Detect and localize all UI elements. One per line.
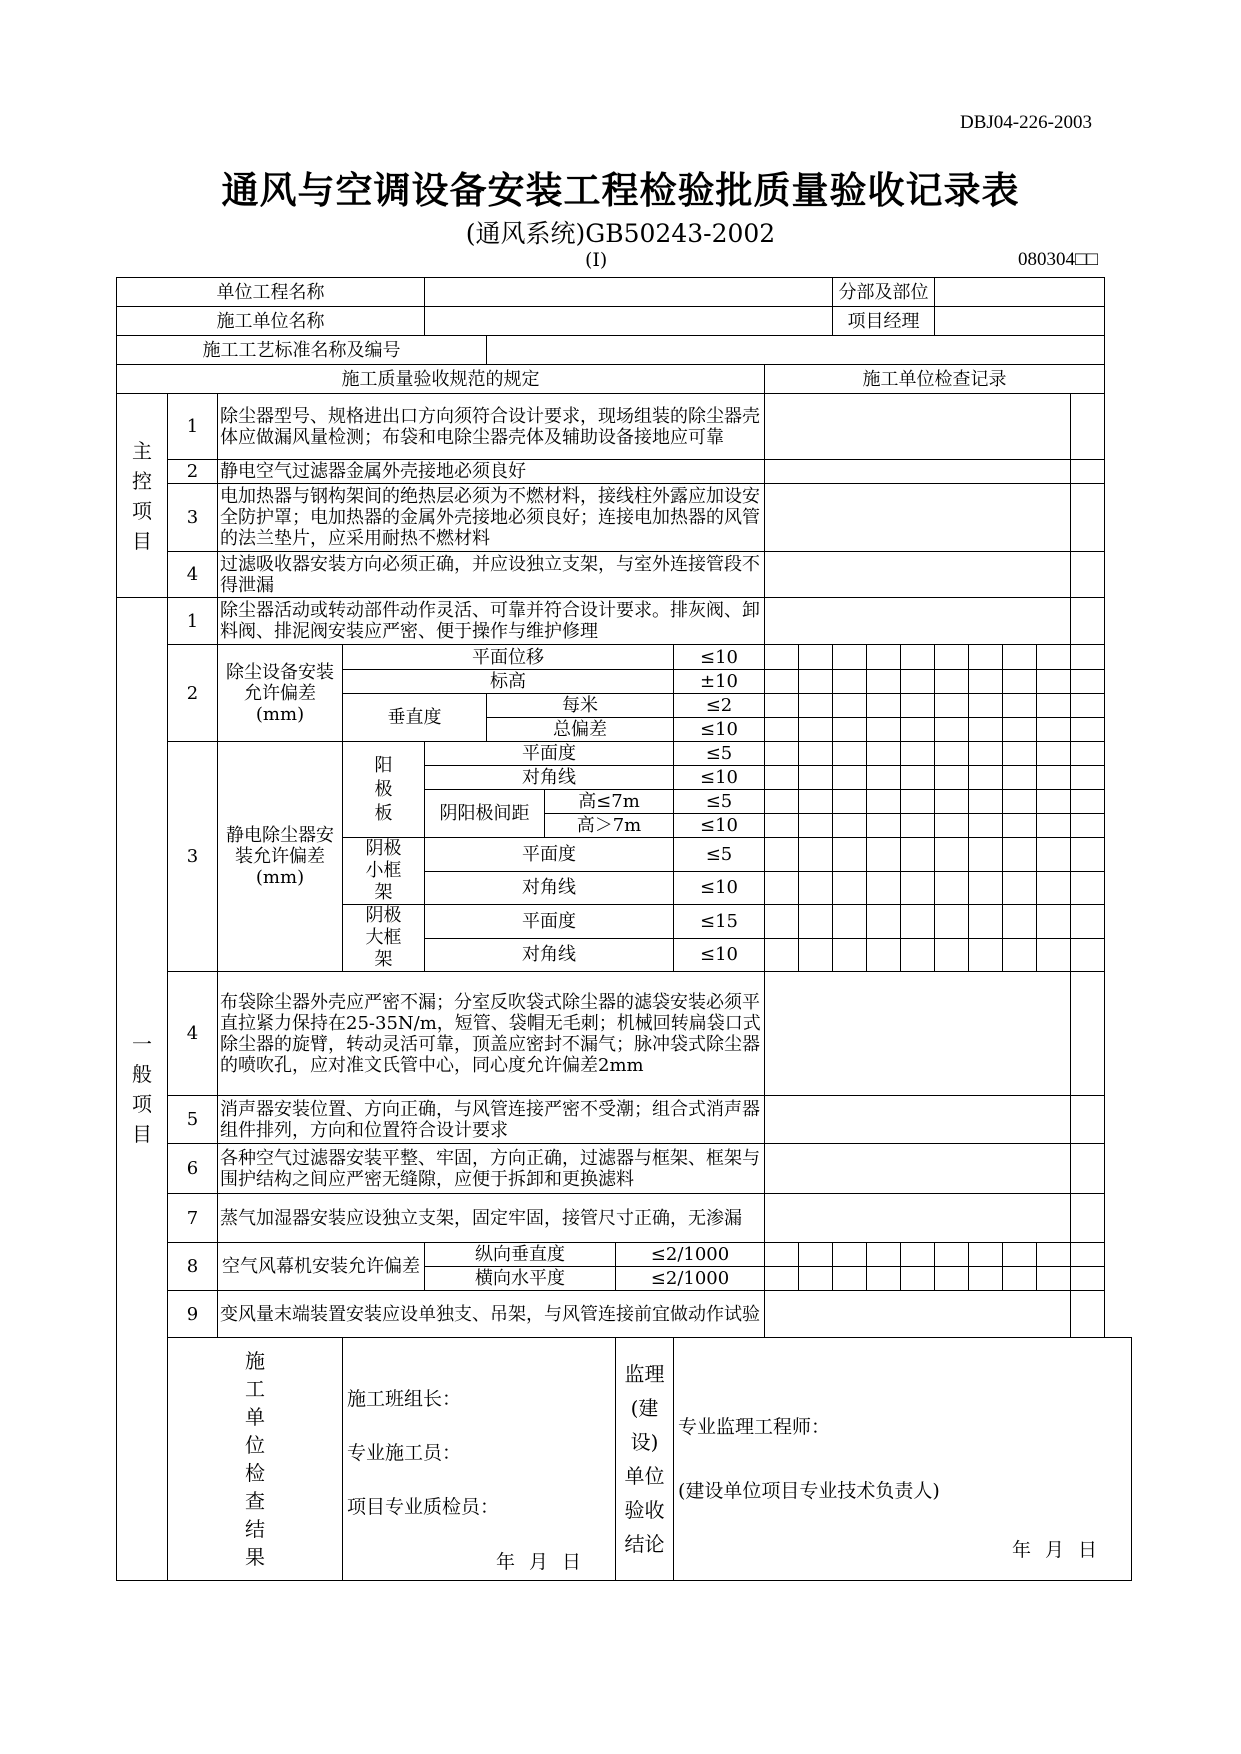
air-curtain-tolerance-label: 空气风幕机安装允许偏差 <box>218 1243 425 1291</box>
main-item-result[interactable] <box>1071 484 1105 552</box>
general-item-record[interactable] <box>765 972 1071 1096</box>
check-item-name: 平面度 <box>425 838 674 872</box>
cathode-small-frame-label: 阴极小框架 <box>343 838 425 905</box>
measure-cell[interactable] <box>765 838 799 872</box>
measure-cell[interactable] <box>1037 814 1071 838</box>
measure-cell[interactable] <box>969 766 1003 790</box>
owner-technical-lead-label: (建设单位项目专业技术负责人) <box>678 1480 940 1502</box>
measure-cell[interactable] <box>935 670 969 694</box>
measure-cell[interactable] <box>833 938 867 972</box>
supervision-signatures <box>674 1338 1132 1581</box>
measure-cell[interactable] <box>1037 670 1071 694</box>
measure-cell[interactable] <box>1003 905 1037 939</box>
measure-cell[interactable] <box>1037 718 1071 742</box>
tolerance-value: ≤2/1000 <box>616 1267 765 1291</box>
measure-cell[interactable] <box>765 1267 799 1291</box>
foreman-label: 施工班组长： <box>347 1388 462 1410</box>
measure-cell[interactable] <box>1071 742 1105 766</box>
check-item-name: 每米 <box>487 694 674 718</box>
measure-cell[interactable] <box>1071 905 1105 939</box>
measure-cell[interactable] <box>901 905 935 939</box>
measure-cell[interactable] <box>765 694 799 718</box>
general-item-record[interactable] <box>765 1291 1071 1338</box>
general-item-no: 4 <box>168 972 218 1096</box>
supervision-conclusion-label <box>616 1338 674 1581</box>
measure-cell[interactable] <box>833 718 867 742</box>
measure-cell[interactable] <box>799 694 833 718</box>
measure-cell[interactable] <box>969 814 1003 838</box>
supervision-label-line: 监理 <box>624 1362 665 1386</box>
supervision-label-line: 验收 <box>624 1498 665 1522</box>
general-item-text: 除尘器活动或转动部件动作灵活、可靠并符合设计要求。排灰阀、卸料阀、排泥阀安装应严密、便于操作与维护修理 <box>218 598 765 645</box>
anode-plate-label: 阳极板 <box>343 742 425 838</box>
check-item-name: 对角线 <box>425 938 674 972</box>
measure-cell[interactable] <box>1037 790 1071 814</box>
project-manager-label: 项目经理 <box>833 307 935 336</box>
check-item-name: 标高 <box>343 670 674 694</box>
document-code: DBJ04-226-2003 <box>960 112 1092 133</box>
general-item-record[interactable] <box>765 1194 1071 1243</box>
measure-cell[interactable] <box>833 814 867 838</box>
general-item-text: 变风量末端装置安装应设单独支、吊架，与风管连接前宜做动作试验 <box>218 1291 765 1338</box>
check-item-name: 高≤7m <box>545 790 674 814</box>
measure-cell[interactable] <box>799 670 833 694</box>
measure-cell[interactable] <box>1071 645 1105 670</box>
tolerance-value: ≤2/1000 <box>616 1243 765 1267</box>
tolerance-value: ≤5 <box>674 838 765 872</box>
tolerance-value: ≤5 <box>674 790 765 814</box>
measure-cell[interactable] <box>799 1243 833 1267</box>
tolerance-value: ≤10 <box>674 871 765 905</box>
main-item-result[interactable] <box>1071 460 1105 484</box>
measure-cell[interactable] <box>867 871 901 905</box>
measure-cell[interactable] <box>799 905 833 939</box>
general-item-text: 布袋除尘器外壳应严密不漏；分室反吹袋式除尘器的滤袋安装必须平直拉紧力保持在25-35N/m，短管、袋帽无毛刺；机械回转扁袋口式除尘器的旋臂，转动灵活可靠，顶盖应密封不漏气；脉冲袋式除尘器的喷吹孔，应对准文氏管中心，同心度允许偏差2mm <box>218 972 765 1096</box>
measure-cell[interactable] <box>765 670 799 694</box>
measure-cell[interactable] <box>1071 814 1105 838</box>
measure-cell[interactable] <box>799 838 833 872</box>
measure-cell[interactable] <box>765 790 799 814</box>
cathode-large-frame-label: 阴极大框架 <box>343 905 425 972</box>
measure-cell[interactable] <box>901 718 935 742</box>
tolerance-value: ≤10 <box>674 938 765 972</box>
measure-cell[interactable] <box>901 814 935 838</box>
check-item-name: 横向水平度 <box>425 1267 616 1291</box>
measure-cell[interactable] <box>867 790 901 814</box>
measure-cell[interactable] <box>901 645 935 670</box>
measure-cell[interactable] <box>969 670 1003 694</box>
measure-cell[interactable] <box>833 645 867 670</box>
general-item-no: 1 <box>168 598 218 645</box>
measure-cell[interactable] <box>833 905 867 939</box>
measure-cell[interactable] <box>867 670 901 694</box>
measure-cell[interactable] <box>1003 645 1037 670</box>
verticality-label: 垂直度 <box>343 694 487 742</box>
measure-cell[interactable] <box>765 742 799 766</box>
measure-cell[interactable] <box>935 838 969 872</box>
measure-cell[interactable] <box>833 694 867 718</box>
measure-cell[interactable] <box>935 871 969 905</box>
main-item-record[interactable] <box>765 552 1071 598</box>
measure-cell[interactable] <box>901 742 935 766</box>
measure-cell[interactable] <box>969 718 1003 742</box>
measure-cell[interactable] <box>799 790 833 814</box>
check-item-name: 对角线 <box>425 766 674 790</box>
measure-cell[interactable] <box>1003 718 1037 742</box>
measure-cell[interactable] <box>935 694 969 718</box>
tolerance-value: ≤15 <box>674 905 765 939</box>
measure-cell[interactable] <box>765 1243 799 1267</box>
check-item-name: 平面位移 <box>343 645 674 670</box>
measure-cell[interactable] <box>1003 1243 1037 1267</box>
measure-cell[interactable] <box>867 814 901 838</box>
measure-cell[interactable] <box>901 670 935 694</box>
spec-column-header: 施工质量验收规范的规定 <box>117 365 765 394</box>
measure-cell[interactable] <box>969 938 1003 972</box>
measure-cell[interactable] <box>1071 694 1105 718</box>
measure-cell[interactable] <box>969 742 1003 766</box>
measure-cell[interactable] <box>765 938 799 972</box>
general-item-text: 消声器安装位置、方向正确，与风管连接严密不受潮；组合式消声器组件排列，方向和位置符合设计要求 <box>218 1096 765 1144</box>
form-number: 080304□□ <box>1018 249 1098 270</box>
measure-cell[interactable] <box>1003 938 1037 972</box>
inspection-record-table <box>116 277 1132 1581</box>
main-item-text: 过滤吸收器安装方向必须正确，并应设独立支架，与室外连接管段不得泄漏 <box>218 552 765 598</box>
general-item-result[interactable] <box>1071 1144 1105 1194</box>
construction-unit-value[interactable] <box>425 307 833 336</box>
measure-cell[interactable] <box>935 645 969 670</box>
measure-cell[interactable] <box>1037 742 1071 766</box>
quality-inspector-label: 项目专业质检员： <box>347 1496 500 1518</box>
measure-cell[interactable] <box>867 742 901 766</box>
measure-cell[interactable] <box>969 645 1003 670</box>
supervision-label-line: 单位 <box>624 1464 665 1488</box>
general-item-result[interactable] <box>1071 598 1105 645</box>
measure-cell[interactable] <box>867 1243 901 1267</box>
measure-cell[interactable] <box>867 1267 901 1291</box>
general-item-text: 蒸气加湿器安装应设独立支架，固定牢固，接管尺寸正确，无渗漏 <box>218 1194 765 1243</box>
main-item-text: 除尘器型号、规格进出口方向须符合设计要求，现场组装的除尘器壳体应做漏风量检测；布袋和电除尘器壳体及辅助设备接地应可靠 <box>218 394 765 460</box>
measure-cell[interactable] <box>833 838 867 872</box>
measure-cell[interactable] <box>1071 670 1105 694</box>
electrostatic-tolerance-label: 静电除尘器安装允许偏差(mm) <box>218 742 343 972</box>
measure-cell[interactable] <box>935 1243 969 1267</box>
measure-cell[interactable] <box>799 645 833 670</box>
measure-cell[interactable] <box>765 766 799 790</box>
measure-cell[interactable] <box>867 938 901 972</box>
general-item-no: 5 <box>168 1096 218 1144</box>
measure-cell[interactable] <box>1037 766 1071 790</box>
measure-cell[interactable] <box>1037 645 1071 670</box>
measure-cell[interactable] <box>901 790 935 814</box>
main-item-result[interactable] <box>1071 394 1105 460</box>
supervision-date: 年月日 <box>1011 1539 1111 1561</box>
measure-cell[interactable] <box>799 938 833 972</box>
standard-value[interactable] <box>487 336 1105 365</box>
measure-cell[interactable] <box>901 871 935 905</box>
measure-cell[interactable] <box>1071 766 1105 790</box>
measure-cell[interactable] <box>765 645 799 670</box>
check-item-name: 平面度 <box>425 742 674 766</box>
check-item-name: 对角线 <box>425 871 674 905</box>
measure-cell[interactable] <box>867 766 901 790</box>
measure-cell[interactable] <box>867 905 901 939</box>
measure-cell[interactable] <box>1071 1243 1105 1267</box>
dust-removal-tolerance-label: 除尘设备安装允许偏差(mm) <box>218 645 343 742</box>
measure-cell[interactable] <box>1037 694 1071 718</box>
unit-project-value[interactable] <box>425 278 833 307</box>
project-manager-value[interactable] <box>935 307 1105 336</box>
measure-cell[interactable] <box>1071 718 1105 742</box>
measure-cell[interactable] <box>1003 790 1037 814</box>
check-item-name: 高＞7m <box>545 814 674 838</box>
main-item-no: 3 <box>168 484 218 552</box>
measure-cell[interactable] <box>969 790 1003 814</box>
measure-cell[interactable] <box>799 742 833 766</box>
measure-cell[interactable] <box>799 718 833 742</box>
tolerance-value: ≤10 <box>674 645 765 670</box>
general-item-result[interactable] <box>1071 1194 1105 1243</box>
measure-cell[interactable] <box>901 938 935 972</box>
measure-cell[interactable] <box>799 766 833 790</box>
supervision-label-line: 结论 <box>624 1532 665 1556</box>
professional-worker-label: 专业施工员： <box>347 1442 462 1464</box>
measure-cell[interactable] <box>901 1243 935 1267</box>
measure-cell[interactable] <box>799 871 833 905</box>
general-item-record[interactable] <box>765 1096 1071 1144</box>
measure-cell[interactable] <box>935 1267 969 1291</box>
measure-cell[interactable] <box>1071 938 1105 972</box>
measure-cell[interactable] <box>1037 871 1071 905</box>
sub-part-value[interactable] <box>935 278 1105 307</box>
main-item-text: 静电空气过滤器金属外壳接地必须良好 <box>218 460 765 484</box>
measure-cell[interactable] <box>765 871 799 905</box>
measure-cell[interactable] <box>935 742 969 766</box>
main-item-no: 4 <box>168 552 218 598</box>
page-subtitle: (通风系统)GB50243-2002 <box>465 219 776 248</box>
check-item-name: 平面度 <box>425 905 674 939</box>
measure-cell[interactable] <box>1003 871 1037 905</box>
measure-cell[interactable] <box>765 905 799 939</box>
main-item-result[interactable] <box>1071 552 1105 598</box>
measure-cell[interactable] <box>969 838 1003 872</box>
measure-cell[interactable] <box>833 871 867 905</box>
sub-part-label: 分部及部位 <box>833 278 935 307</box>
measure-cell[interactable] <box>1037 838 1071 872</box>
general-group-label: 一般项目 <box>117 598 168 1581</box>
general-item-no: 6 <box>168 1144 218 1194</box>
measure-cell[interactable] <box>935 905 969 939</box>
measure-cell[interactable] <box>867 694 901 718</box>
main-item-record[interactable] <box>765 460 1071 484</box>
general-item-record[interactable] <box>765 598 1071 645</box>
measure-cell[interactable] <box>901 1267 935 1291</box>
tolerance-value: ≤10 <box>674 766 765 790</box>
measure-cell[interactable] <box>901 838 935 872</box>
general-item-result[interactable] <box>1071 1096 1105 1144</box>
measure-cell[interactable] <box>1071 871 1105 905</box>
tolerance-value: ±10 <box>674 670 765 694</box>
measure-cell[interactable] <box>935 766 969 790</box>
measure-cell[interactable] <box>1003 838 1037 872</box>
construction-unit-label: 施工单位名称 <box>117 307 425 336</box>
measure-cell[interactable] <box>935 790 969 814</box>
general-item-no: 2 <box>168 645 218 742</box>
measure-cell[interactable] <box>1003 694 1037 718</box>
measure-cell[interactable] <box>935 814 969 838</box>
page-title: 通风与空调设备安装工程检验批质量验收记录表 <box>221 168 1020 212</box>
measure-cell[interactable] <box>1003 670 1037 694</box>
measure-cell[interactable] <box>969 1267 1003 1291</box>
general-item-result[interactable] <box>1071 1291 1105 1338</box>
measure-cell[interactable] <box>1071 790 1105 814</box>
measure-cell[interactable] <box>1003 742 1037 766</box>
form-part-number: (Ⅰ) <box>585 249 608 271</box>
measure-cell[interactable] <box>1003 814 1037 838</box>
general-item-no: 3 <box>168 742 218 972</box>
main-item-record[interactable] <box>765 394 1071 460</box>
measure-cell[interactable] <box>867 838 901 872</box>
general-item-no: 8 <box>168 1243 218 1291</box>
main-control-group-label: 主控项目 <box>117 394 168 598</box>
measure-cell[interactable] <box>969 1243 1003 1267</box>
construction-check-result-label: 施工单位检查结果 <box>168 1338 343 1581</box>
measure-cell[interactable] <box>935 718 969 742</box>
general-item-result[interactable] <box>1071 972 1105 1096</box>
measure-cell[interactable] <box>833 790 867 814</box>
measure-cell[interactable] <box>833 742 867 766</box>
measure-cell[interactable] <box>935 938 969 972</box>
tolerance-value: ≤10 <box>674 814 765 838</box>
measure-cell[interactable] <box>765 814 799 838</box>
measure-cell[interactable] <box>1037 938 1071 972</box>
measure-cell[interactable] <box>1037 1243 1071 1267</box>
measure-cell[interactable] <box>833 766 867 790</box>
construction-signatures <box>343 1338 616 1581</box>
measure-cell[interactable] <box>901 694 935 718</box>
general-item-record[interactable] <box>765 1144 1071 1194</box>
measure-cell[interactable] <box>1037 905 1071 939</box>
main-item-no: 2 <box>168 460 218 484</box>
measure-cell[interactable] <box>901 766 935 790</box>
general-item-text: 各种空气过滤器安装平整、牢固，方向正确，过滤器与框架、框架与围护结构之间应严密无缝隙，应便于拆卸和更换滤料 <box>218 1144 765 1194</box>
general-item-no: 9 <box>168 1291 218 1338</box>
measure-cell[interactable] <box>969 905 1003 939</box>
tolerance-value: ≤5 <box>674 742 765 766</box>
electrode-gap-label: 阴阳极间距 <box>425 790 545 838</box>
check-item-name: 纵向垂直度 <box>425 1243 616 1267</box>
measure-cell[interactable] <box>969 871 1003 905</box>
measure-cell[interactable] <box>1037 1267 1071 1291</box>
measure-cell[interactable] <box>969 694 1003 718</box>
general-item-no: 7 <box>168 1194 218 1243</box>
measure-cell[interactable] <box>867 718 901 742</box>
measure-cell[interactable] <box>833 670 867 694</box>
measure-cell[interactable] <box>833 1267 867 1291</box>
measure-cell[interactable] <box>1003 766 1037 790</box>
measure-cell[interactable] <box>799 1267 833 1291</box>
measure-cell[interactable] <box>1071 838 1105 872</box>
tolerance-value: ≤10 <box>674 718 765 742</box>
measure-cell[interactable] <box>833 1243 867 1267</box>
measure-cell[interactable] <box>765 718 799 742</box>
measure-cell[interactable] <box>799 814 833 838</box>
supervising-engineer-label: 专业监理工程师： <box>678 1416 831 1438</box>
construction-date: 年月日 <box>495 1551 595 1573</box>
record-column-header: 施工单位检查记录 <box>765 365 1105 394</box>
measure-cell[interactable] <box>867 645 901 670</box>
standard-label: 施工工艺标准名称及编号 <box>117 336 487 365</box>
measure-cell[interactable] <box>1003 1267 1037 1291</box>
main-item-text: 电加热器与钢构架间的绝热层必须为不燃材料，接线柱外露应加设安全防护罩；电加热器的金属外壳接地必须良好；连接电加热器的风管的法兰垫片，应采用耐热不燃材料 <box>218 484 765 552</box>
check-item-name: 总偏差 <box>487 718 674 742</box>
measure-cell[interactable] <box>1071 1267 1105 1291</box>
tolerance-value: ≤2 <box>674 694 765 718</box>
unit-project-label: 单位工程名称 <box>117 278 425 307</box>
supervision-label-line: (建设) <box>630 1396 659 1454</box>
main-item-record[interactable] <box>765 484 1071 552</box>
main-item-no: 1 <box>168 394 218 460</box>
